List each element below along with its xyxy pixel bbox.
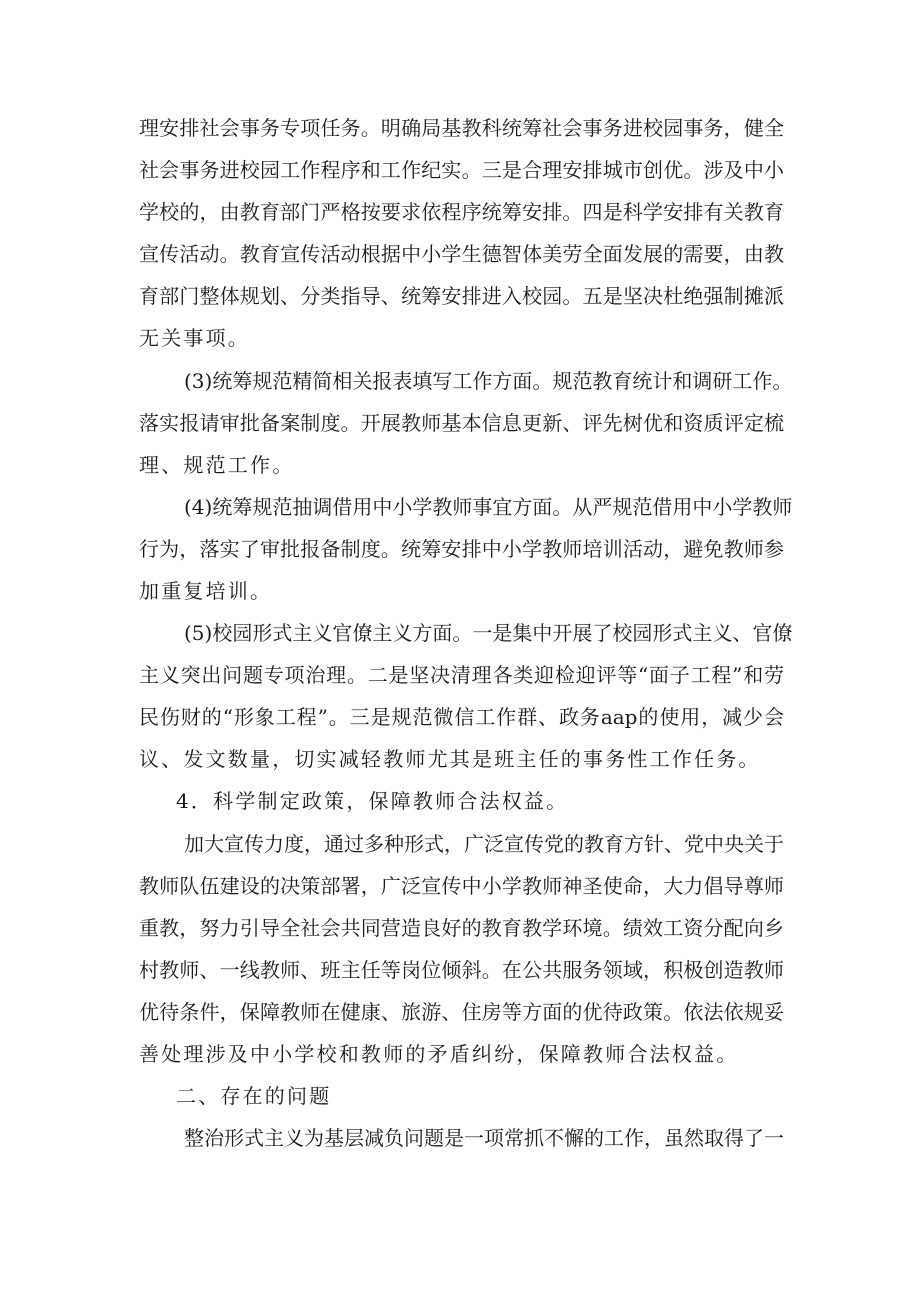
paragraph-line: 民伤财的“形象工程”。三是规范微信工作群、政务aap的使用，减少会 <box>139 705 784 729</box>
paragraph-line: 行为，落实了审批报备制度。统筹安排中小学教师培训活动，避免教师参 <box>139 537 784 561</box>
paragraph-line: 重教，努力引导全社会共同营造良好的教育教学环境。绩效工资分配向乡 <box>139 916 784 940</box>
paragraph-line: 理、规范工作。 <box>139 453 295 477</box>
paragraph-line: 加大宣传力度，通过多种形式，广泛宣传党的教育方针、党中央关于 <box>184 832 784 856</box>
paragraph-line: 育部门整体规划、分类指导、统筹安排进入校园。五是坚决杜绝强制摊派 <box>139 284 784 308</box>
paragraph-line: 学校的，由教育部门严格按要求依程序统筹安排。四是科学安排有关教育 <box>139 200 784 224</box>
paragraph-line: (4)统筹规范抽调借用中小学教师事宜方面。从严规范借用中小学教师 <box>184 495 793 519</box>
paragraph-line: 主义突出问题专项治理。二是坚决清理各类迎检迎评等“面子工程”和劳 <box>139 663 784 687</box>
paragraph-line: 议、发文数量，切实减轻教师尤其是班主任的事务性工作任务。 <box>139 747 761 771</box>
paragraph-line: 村教师、一线教师、班主任等岗位倾斜。在公共服务领域，积极创造教师 <box>139 958 784 982</box>
paragraph-line: 落实报请审批备案制度。开展教师基本信息更新、评先树优和资质评定梳 <box>139 411 784 435</box>
paragraph-line: (5)校园形式主义官僚主义方面。一是集中开展了校园形式主义、官僚 <box>184 621 793 645</box>
paragraph-line: 无关事项。 <box>139 326 250 350</box>
paragraph-line: 优待条件，保障教师在健康、旅游、住房等方面的优待政策。依法依规妥 <box>139 1000 784 1024</box>
paragraph-line: 加重复培训。 <box>139 579 273 603</box>
section-heading: 4．科学制定政策，保障教师合法权益。 <box>176 789 569 813</box>
paragraph-line: 理安排社会事务专项任务。明确局基教科统筹社会事务进校园事务，健全 <box>139 116 784 140</box>
paragraph-line: 社会事务进校园工作程序和工作纪实。三是合理安排城市创优。涉及中小 <box>139 158 784 182</box>
section-heading: 二、存在的问题 <box>176 1084 332 1108</box>
paragraph-line: 整治形式主义为基层减负问题是一项常抓不懈的工作，虽然取得了一 <box>184 1126 784 1150</box>
paragraph-line: 善处理涉及中小学校和教师的矛盾纠纷，保障教师合法权益。 <box>139 1042 739 1066</box>
paragraph-line: (3)统筹规范精简相关报表填写工作方面。规范教育统计和调研工作。 <box>184 369 793 393</box>
paragraph-line: 教师队伍建设的决策部署，广泛宣传中小学教师神圣使命，大力倡导尊师 <box>139 874 784 898</box>
paragraph-line: 宣传活动。教育宣传活动根据中小学生德智体美劳全面发展的需要，由教 <box>139 242 784 266</box>
